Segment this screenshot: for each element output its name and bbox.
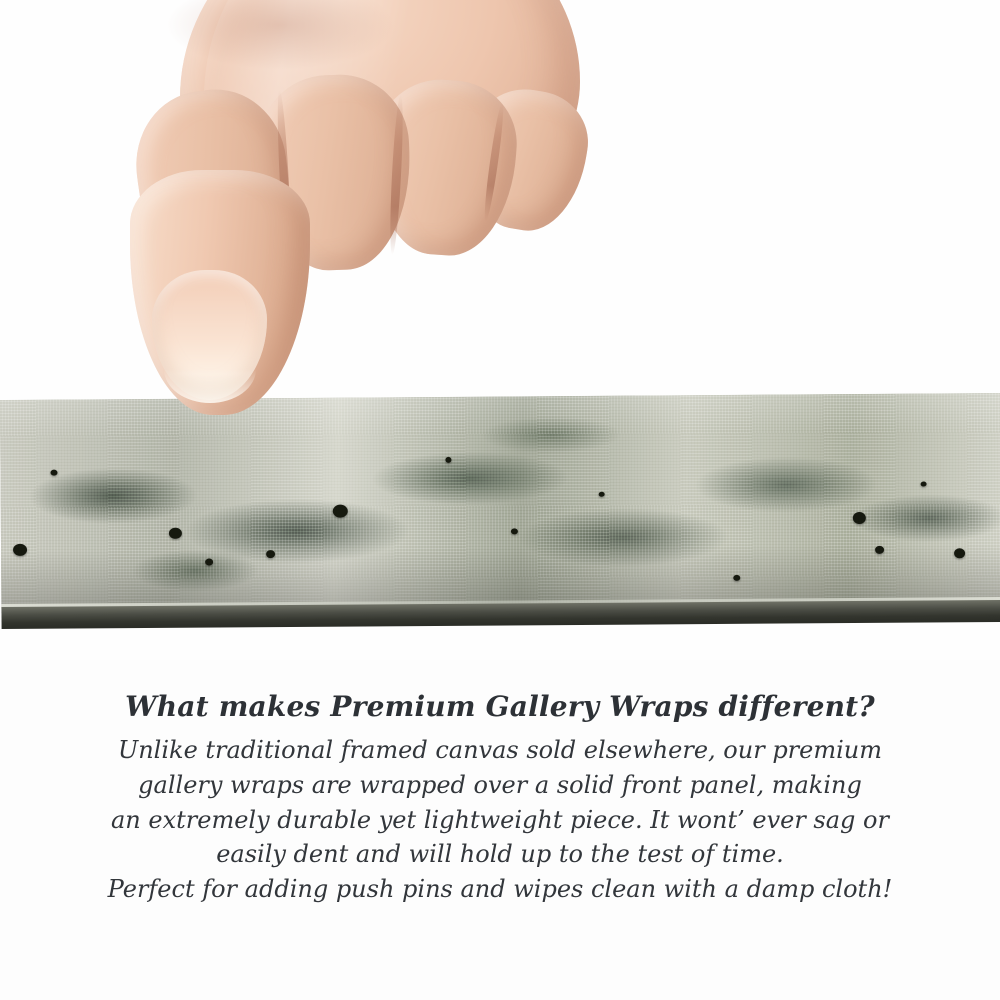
canvas-speck bbox=[445, 457, 451, 463]
hand-shading bbox=[165, 0, 395, 70]
canvas-speck bbox=[599, 492, 605, 497]
canvas-speck bbox=[333, 505, 348, 518]
canvas-speck bbox=[921, 482, 927, 487]
canvas-speck bbox=[266, 550, 275, 558]
canvas-speck bbox=[511, 528, 518, 534]
canvas-printed-surface bbox=[0, 393, 1000, 615]
fingernail bbox=[152, 270, 267, 400]
caption-line-1: Unlike traditional framed canvas sold elsewhere, our premium bbox=[117, 736, 882, 764]
caption-line-2: gallery wraps are wrapped over a solid front panel, making bbox=[138, 770, 862, 799]
canvas-speck bbox=[169, 528, 182, 539]
canvas-speck bbox=[875, 546, 884, 554]
canvas-speck bbox=[954, 548, 965, 558]
caption-line-4: easily dent and will hold up to the test of time. bbox=[216, 840, 784, 869]
canvas-speck bbox=[50, 470, 57, 476]
caption-heading: What makes Premium Gallery Wraps different? bbox=[125, 690, 875, 723]
canvas-speck bbox=[205, 559, 213, 566]
caption-block bbox=[0, 690, 1000, 907]
caption-line-3: an extremely durable yet lightweight piece. It wont’ ever sag or bbox=[111, 805, 889, 834]
caption-line-5: Perfect for adding push pins and wipes clean with a damp cloth! bbox=[107, 875, 893, 904]
canvas-shading bbox=[0, 393, 1000, 615]
index-finger bbox=[130, 170, 310, 415]
canvas-speck bbox=[733, 575, 740, 581]
canvas-edge-strip bbox=[0, 393, 1000, 632]
hand-illustration bbox=[120, 0, 570, 440]
canvas-speck bbox=[13, 544, 27, 556]
canvas-speck bbox=[853, 512, 866, 524]
